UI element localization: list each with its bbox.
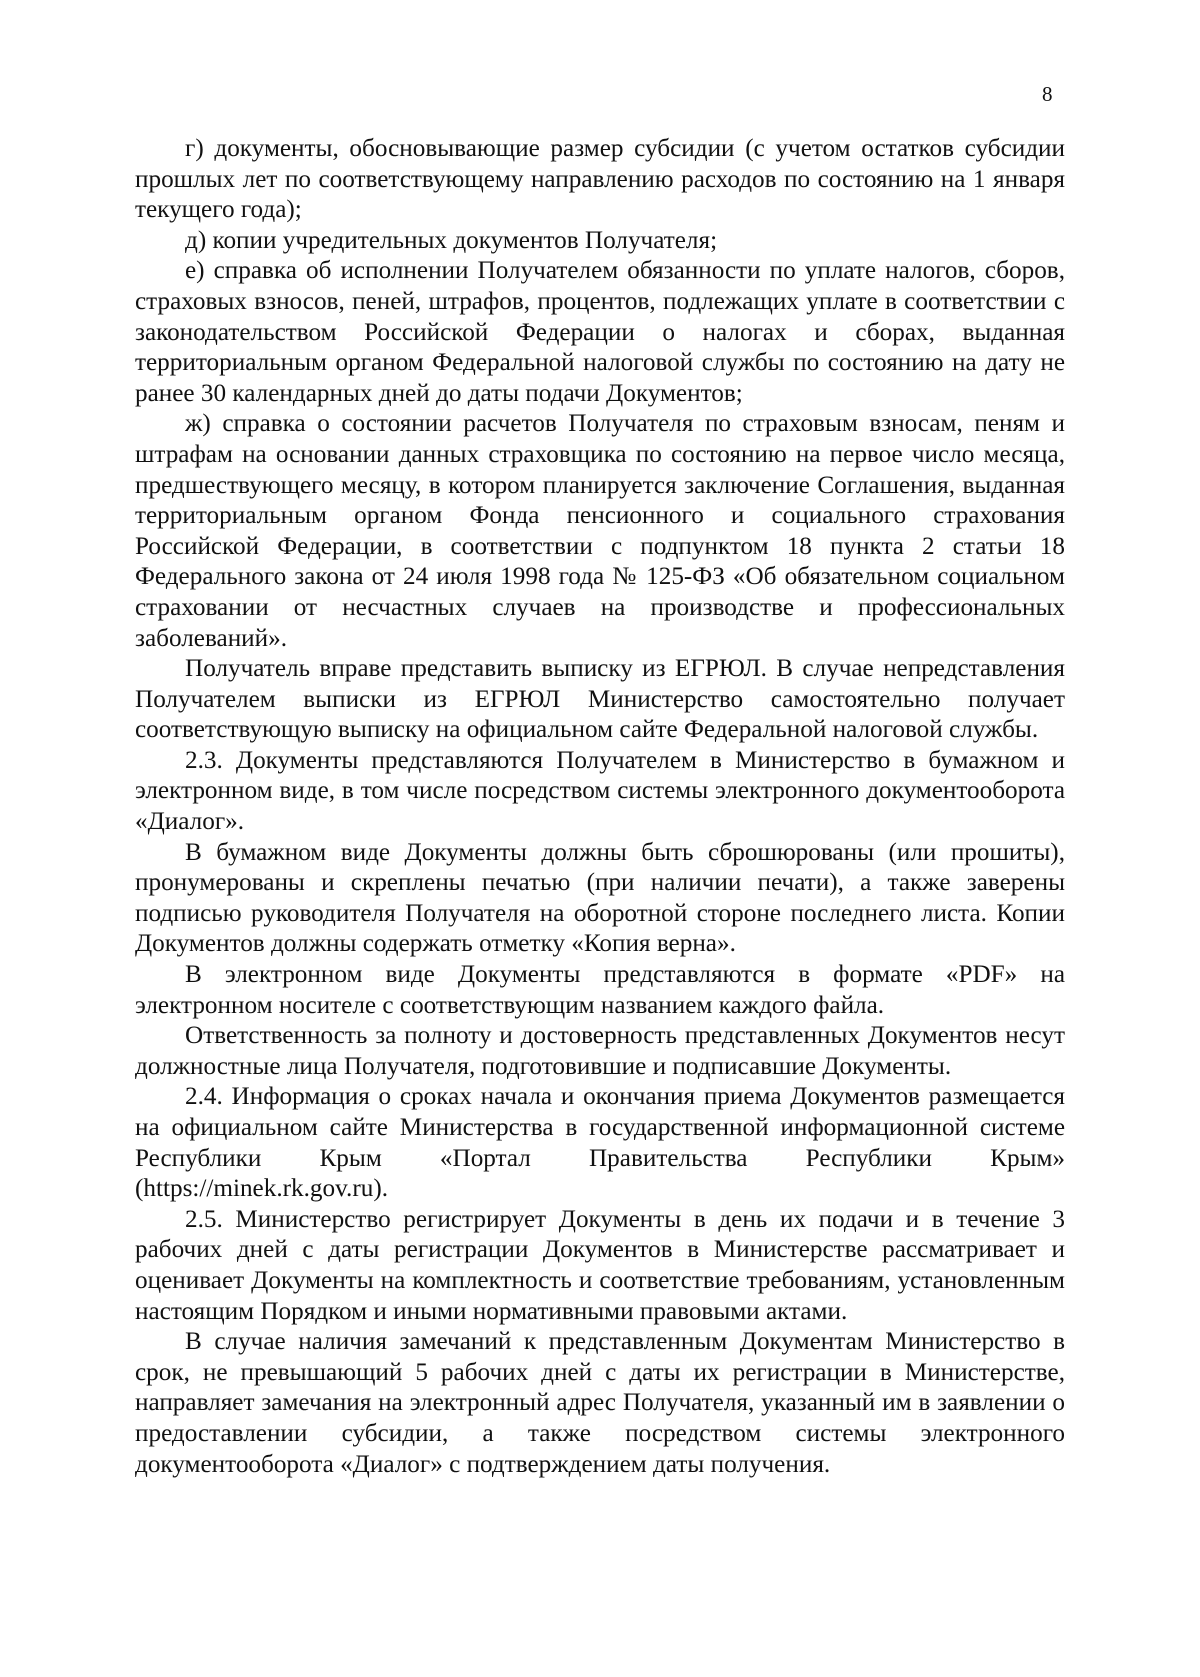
paragraph-remarks: В случае наличия замечаний к представленным Документам Министерство в срок, не превышающий 5 рабочих дней с даты их регистрации в Министерстве, направляет замечания на электронный адрес Получателя, указанный им в заявлении о предоставлении субсидии, а также посредством системы электронного документооборота «Диалог» с подтверждением даты получения. [135, 1328, 1065, 1478]
paragraph-item-e: е) справка об исполнении Получателем обязанности по уплате налогов, сборов, страховых взносов, пеней, штрафов, процентов, подлежащих уплате в соответствии с законодательством Российской Федерации о налогах и сборах, выданная территориальным органом Федеральной налоговой службы по состоянию на дату не ранее 30 календарных дней до даты подачи Документов; [135, 257, 1065, 407]
paragraph-section-2-5: 2.5. Министерство регистрирует Документы в день их подачи и в течение 3 рабочих дней с даты регистрации Документов в Министерстве рассматривает и оценивает Документы на комплектность и соответствие требованиям, установленным настоящим Порядком и иными нормативными правовыми актами. [135, 1205, 1065, 1325]
paragraph-item-d: д) копии учредительных документов Получателя; [185, 226, 718, 254]
paragraph-electronic-format: В электронном виде Документы представляются в формате «PDF» на электронном носителе с соответствующим названием каждого файла. [135, 961, 1065, 1019]
document-body [135, 134, 1065, 1480]
paragraph-responsibility: Ответственность за полноту и достоверность представленных Документов несут должностные лица Получателя, подготовившие и подписавшие Документы. [135, 1022, 1065, 1080]
paragraph-section-2-4: 2.4. Информация о сроках начала и окончания приема Документов размещается на официальном сайте Министерства в государственной информационной системе Республики Крым «Портал Правительства Республики Крым» (https://minek.rk.gov.ru). [135, 1083, 1065, 1203]
paragraph-paper-format: В бумажном виде Документы должны быть сброшюрованы (или прошиты), пронумерованы и скреплены печатью (при наличии печати), а также заверены подписью руководителя Получателя на оборотной стороне последнего листа. Копии Документов должны содержать отметку «Копия верна». [135, 838, 1065, 958]
paragraph-item-zh: ж) справка о состоянии расчетов Получателя по страховым взносам, пеням и штрафам на основании данных страховщика по состоянию на первое число месяца, предшествующего месяцу, в котором планируется заключение Соглашения, выданная территориальным органом Фонда пенсионного и социального страхования Российской Федерации, в соответствии с подпунктом 18 пункта 2 статьи 18 Федерального закона от 24 июля 1998 года № 125-ФЗ «Об обязательном социальном страховании от несчастных случаев на производстве и профессиональных заболеваний». [135, 410, 1065, 652]
paragraph-egrul-extract: Получатель вправе представить выписку из ЕГРЮЛ. В случае непредставления Получателем выписки из ЕГРЮЛ Министерство самостоятельно получает соответствующую выписку на официальном сайте Федеральной налоговой службы. [135, 655, 1065, 744]
paragraph-section-2-3: 2.3. Документы представляются Получателем в Министерство в бумажном и электронном виде, в том числе посредством системы электронного документооборота «Диалог». [135, 746, 1065, 836]
page-number: 8 [1042, 82, 1053, 106]
paragraph-item-g: г) документы, обосновывающие размер субсидии (с учетом остатков субсидии прошлых лет по соответствующему направлению расходов по состоянию на 1 января текущего года); [135, 135, 1065, 224]
